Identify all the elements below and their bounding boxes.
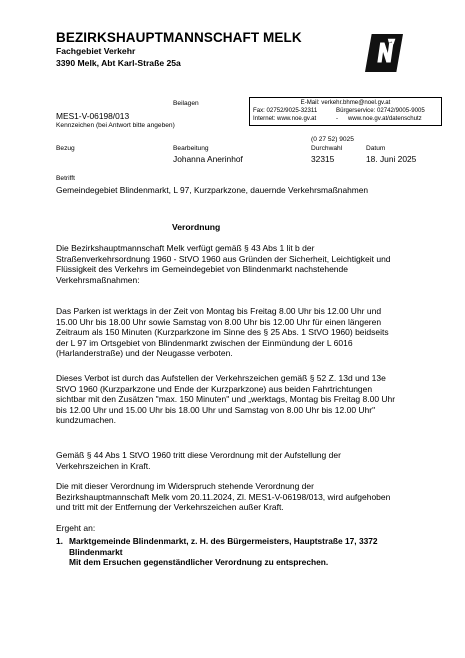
text-line: 15.00 Uhr bis 18.00 Uhr sowie Samstag von 8.00 Uhr bis 12.00 Uhr für einen längeren bbox=[56, 316, 382, 327]
contact-box bbox=[249, 97, 442, 126]
text-line: Verkehrszeichen in Kraft. bbox=[56, 460, 151, 471]
text-line: Verkehrsmaßnahmen: bbox=[56, 274, 140, 285]
website-link[interactable]: Internet: www.noe.gv.at bbox=[253, 114, 317, 122]
phone-area-code: (0 27 52) 9025 bbox=[311, 136, 354, 143]
text-line: Das Parken ist werktags in der Zeit von Montag bis Freitag 8.00 Uhr bis 12.00 Uhr und bbox=[56, 306, 382, 316]
text-line: Gemäß § 44 Abs 1 StVO 1960 tritt diese Verordnung mit der Aufstellung der bbox=[56, 450, 341, 460]
recipient-request: Mit dem Ersuchen gegenständlicher Verordnung zu entsprechen. bbox=[69, 557, 329, 568]
text-line: StVO 1960 (Kurzparkzone und Ende der Kurzparkzone) aus beiden Fahrtrichtungen bbox=[56, 383, 373, 394]
paragraph-signage bbox=[56, 373, 395, 426]
subject-text: Gemeindegebiet Blindenmarkt, L 97, Kurzparkzone, dauernde Verkehrsmaßnahmen bbox=[56, 185, 369, 195]
beilagen-label: Beilagen bbox=[173, 100, 199, 107]
recipient-line: Blindenmarkt bbox=[69, 546, 123, 557]
text-line: Flüssigkeit des Verkehrs im Gemeindegebiet von Blindenmarkt nachstehende bbox=[56, 264, 348, 275]
text-line: (Harlanderstraße) und der Neugasse verboten. bbox=[56, 348, 233, 359]
text-line: bis 12.00 Uhr und 15.00 Uhr bis 18.00 Uhr und Samstag von 8.00 Uhr bis 12.00 Uhr" bbox=[56, 404, 376, 415]
bearbeitung-label: Bearbeitung bbox=[173, 145, 209, 152]
clerk-name: Johanna Anerinhof bbox=[173, 154, 243, 164]
recipient-number: 1. bbox=[56, 536, 63, 546]
paragraph-effective bbox=[56, 450, 341, 471]
file-number: MES1-V-06198/013 bbox=[56, 111, 130, 121]
text-line: Zeitraum als 150 Minuten (Kurzparkzone im Sinne des § 25 Abs. 1 StVO 1960) beidseits bbox=[56, 327, 389, 338]
authority-address: 3390 Melk, Abt Karl-Straße 25a bbox=[56, 58, 181, 68]
separator-dash: - bbox=[336, 114, 339, 122]
citizen-service-number: Bürgerservice: 02742/9005-9005 bbox=[336, 106, 425, 114]
document-date: 18. Juni 2025 bbox=[366, 154, 417, 164]
noe-logo-icon bbox=[365, 34, 403, 72]
department-name: Fachgebiet Verkehr bbox=[56, 46, 136, 56]
durchwahl-label: Durchwahl bbox=[311, 145, 343, 152]
text-line: sichtbar mit den Zusätzen "max. 150 Minuten" und „werktags, Montag bis Freitag 8.00 Uhr bbox=[56, 394, 396, 405]
paragraph-repeal bbox=[56, 481, 390, 513]
text-line: Die Bezirkshauptmannschaft Melk verfügt gemäß § 43 Abs 1 lit b der bbox=[56, 243, 315, 253]
paragraph-intro bbox=[56, 243, 391, 285]
text-line: Die mit dieser Verordnung im Widerspruch stehende Verordnung der bbox=[56, 481, 314, 491]
text-line: Straßenverkehrsordnung 1960 - StVO 1960 aus Gründen der Sicherheit, Leichtigkeit und bbox=[56, 253, 391, 264]
recipient-list-item bbox=[56, 536, 378, 568]
text-line: Bezirkshauptmannschaft Melk vom 20.11.2024, Zl. MES1-V-06198/013, wird aufgehoben bbox=[56, 491, 391, 502]
fax-number: Fax: 02752/9025-32311 bbox=[253, 106, 318, 114]
ordinance-heading: Verordnung bbox=[172, 222, 221, 232]
distribution-label: Ergeht an: bbox=[56, 523, 96, 533]
privacy-link[interactable]: www.noe.gv.at/datenschutz bbox=[348, 114, 422, 122]
extension-number: 32315 bbox=[311, 154, 335, 164]
file-number-hint: Kennzeichen (bei Antwort bitte angeben) bbox=[56, 122, 175, 129]
text-line: und tritt mit der Entfernung der Verkehrszeichen außer Kraft. bbox=[56, 502, 284, 513]
paragraph-parking-rule bbox=[56, 306, 389, 359]
recipient-line: Marktgemeinde Blindenmarkt, z. H. des Bürgermeisters, Hauptstraße 17, 3372 bbox=[69, 536, 378, 546]
authority-name: BEZIRKSHAUPTMANNSCHAFT MELK bbox=[56, 30, 302, 45]
email-address[interactable]: E-Mail: verkehr.bhme@noel.gv.at bbox=[300, 99, 391, 106]
bezug-label: Bezug bbox=[56, 145, 75, 152]
text-line: kundzumachen. bbox=[56, 415, 117, 426]
subject-label: Betrifft bbox=[56, 175, 75, 182]
datum-label: Datum bbox=[366, 145, 386, 152]
text-line: der L 97 im Ortsgebiet von Blindenmarkt zwischen der Einmündung der L 6016 bbox=[56, 337, 353, 348]
text-line: Dieses Verbot ist durch das Aufstellen der Verkehrszeichen gemäß § 52 Z. 13d und 13e bbox=[56, 373, 386, 383]
